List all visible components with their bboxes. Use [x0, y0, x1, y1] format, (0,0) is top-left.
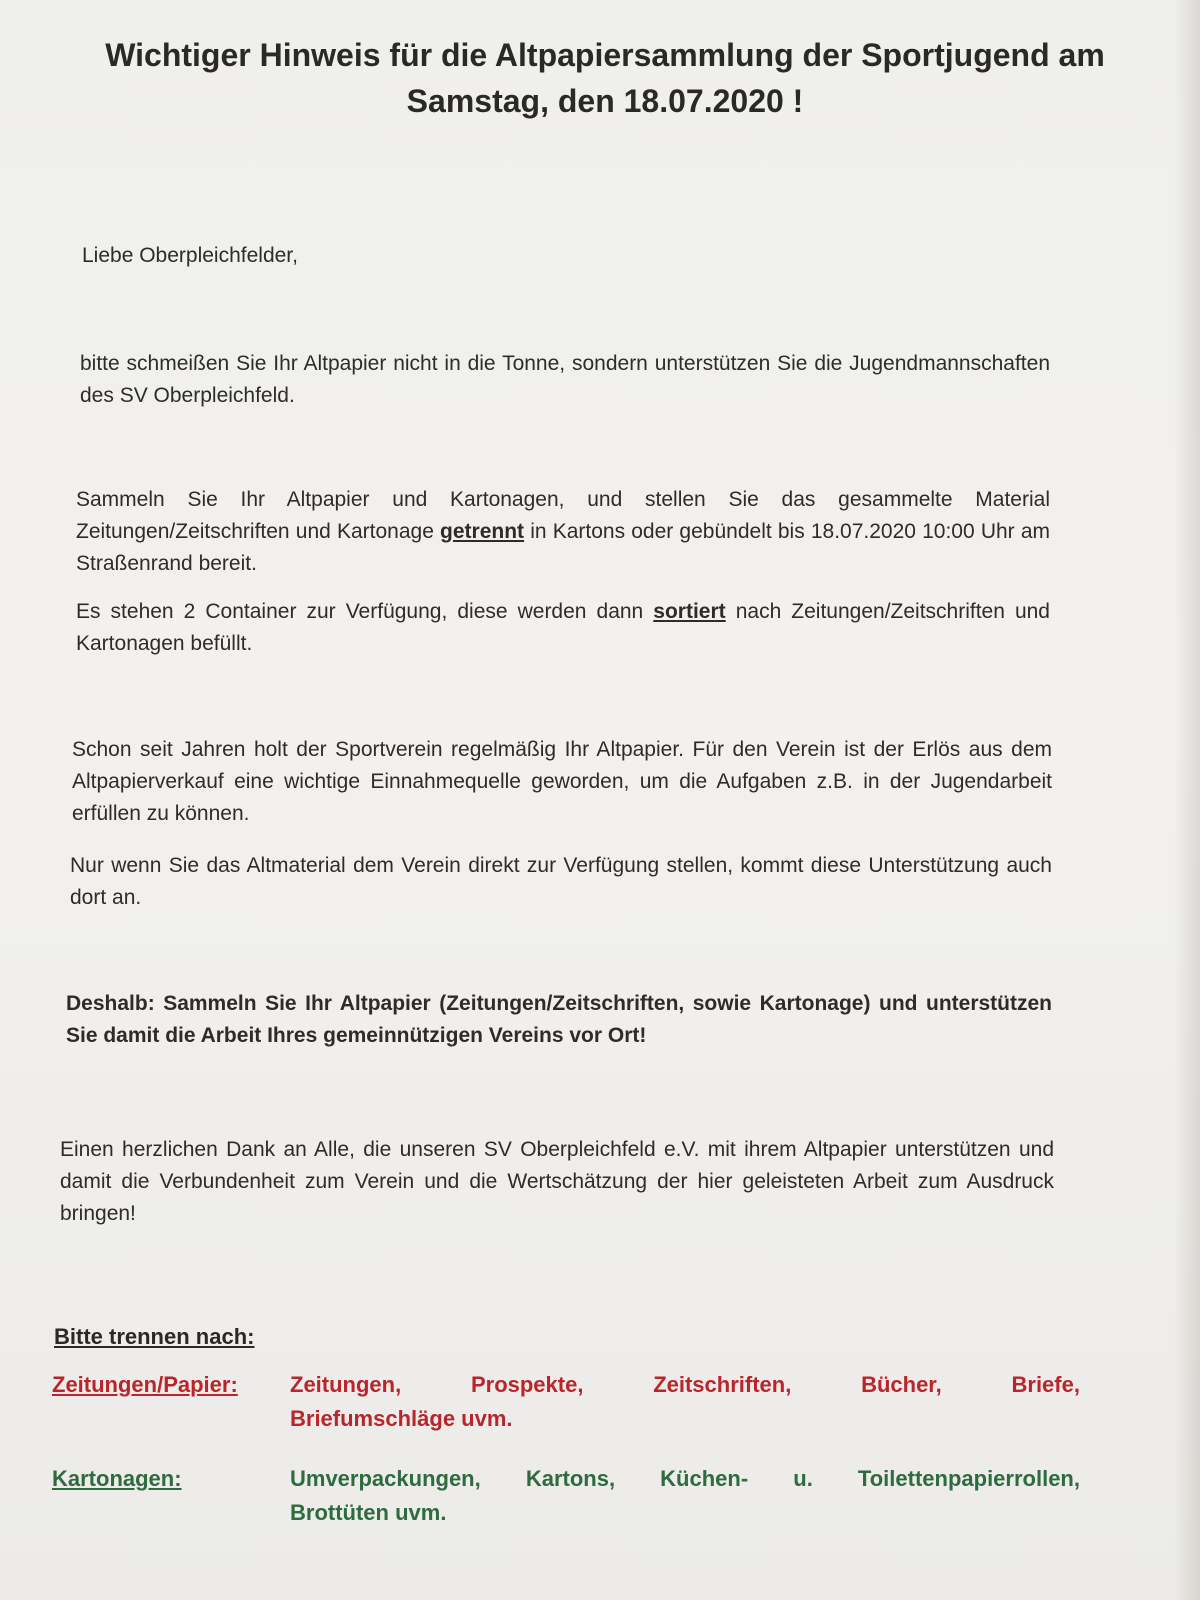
category-paper-items	[290, 1368, 1080, 1436]
emphasis-getrennt: getrennt	[440, 520, 525, 543]
item-briefumschlaege: Briefumschläge uvm.	[290, 1406, 513, 1431]
item-briefe: Briefe,	[1011, 1372, 1080, 1397]
item-kuechen: Küchen-	[660, 1466, 749, 1491]
item-zeitschriften: Zeitschriften,	[653, 1372, 792, 1397]
item-und: u.	[793, 1466, 813, 1491]
paragraph-thanks: Einen herzlichen Dank an Alle, die unseren SV Oberpleichfeld e.V. mit ihrem Altpapier unterstützen und damit die Verbundenheit zum Verein und die Wertschätzung der hier geleisteten Arbeit zum Ausdruck bringen!	[60, 1138, 1054, 1225]
item-kartons: Kartons,	[525, 1466, 616, 1491]
paragraph-collect-after: in Kartons oder gebündelt bis 18.07.2020 10:00 Uhr am Straßenrand bereit.	[76, 520, 1050, 575]
category-cardboard-items	[290, 1462, 1080, 1530]
notice-title: Wichtiger Hinweis für die Altpapiersammlung der Sportjugend am Samstag, den 18.07.2020 !	[105, 37, 1105, 119]
paragraph-call-to-action: Deshalb: Sammeln Sie Ihr Altpapier (Zeitungen/Zeitschriften, sowie Kartonage) und unterstützen Sie damit die Arbeit Ihres gemeinnützigen Vereins vor Ort!	[66, 992, 1052, 1047]
page-edge-shadow	[1174, 0, 1200, 1600]
emphasis-sortiert: sortiert	[653, 600, 726, 623]
category-cardboard-items-line1	[290, 1462, 1080, 1496]
item-brottueten: Brottüten uvm.	[290, 1500, 447, 1525]
category-cardboard-label: Kartonagen:	[52, 1466, 182, 1491]
paragraph-container-before: Es stehen 2 Container zur Verfügung, diese werden dann	[76, 600, 654, 623]
paragraph-history: Schon seit Jahren holt der Sportverein regelmäßig Ihr Altpapier. Für den Verein ist der Erlös aus dem Altpapierverkauf eine wichtige Einnahmequelle geworden, um die Aufgaben z.B. in der Jugendarbeit erfüllen zu können.	[72, 738, 1052, 825]
item-prospekte: Prospekte,	[470, 1372, 584, 1397]
category-paper-items-line1	[290, 1368, 1080, 1402]
item-buecher: Bücher,	[861, 1372, 942, 1397]
item-umverpackungen: Umverpackungen,	[290, 1466, 481, 1491]
item-zeitungen: Zeitungen,	[290, 1372, 402, 1397]
paragraph-container	[76, 596, 1050, 660]
paragraph-intro: bitte schmeißen Sie Ihr Altpapier nicht in die Tonne, sondern unterstützen Sie die Jugendmannschaften des SV Oberpleichfeld.	[80, 352, 1050, 407]
paragraph-collect-before: Sammeln Sie Ihr Altpapier und Kartonagen, und stellen Sie das gesammelte Material Zeitungen/Zeitschriften und Kartonage	[76, 488, 1050, 543]
paragraph-support: Nur wenn Sie das Altmaterial dem Verein direkt zur Verfügung stellen, kommt diese Unterstützung auch dort an.	[70, 854, 1052, 909]
greeting: Liebe Oberpleichfelder,	[82, 244, 298, 267]
category-paper-label: Zeitungen/Papier:	[52, 1372, 238, 1397]
sort-heading: Bitte trennen nach:	[54, 1324, 255, 1349]
item-toilettenpapierrollen: Toilettenpapierrollen,	[857, 1466, 1080, 1491]
paragraph-container-after: nach Zeitungen/Zeitschriften und Kartonagen befüllt.	[76, 600, 1050, 655]
paragraph-collect	[76, 484, 1050, 580]
